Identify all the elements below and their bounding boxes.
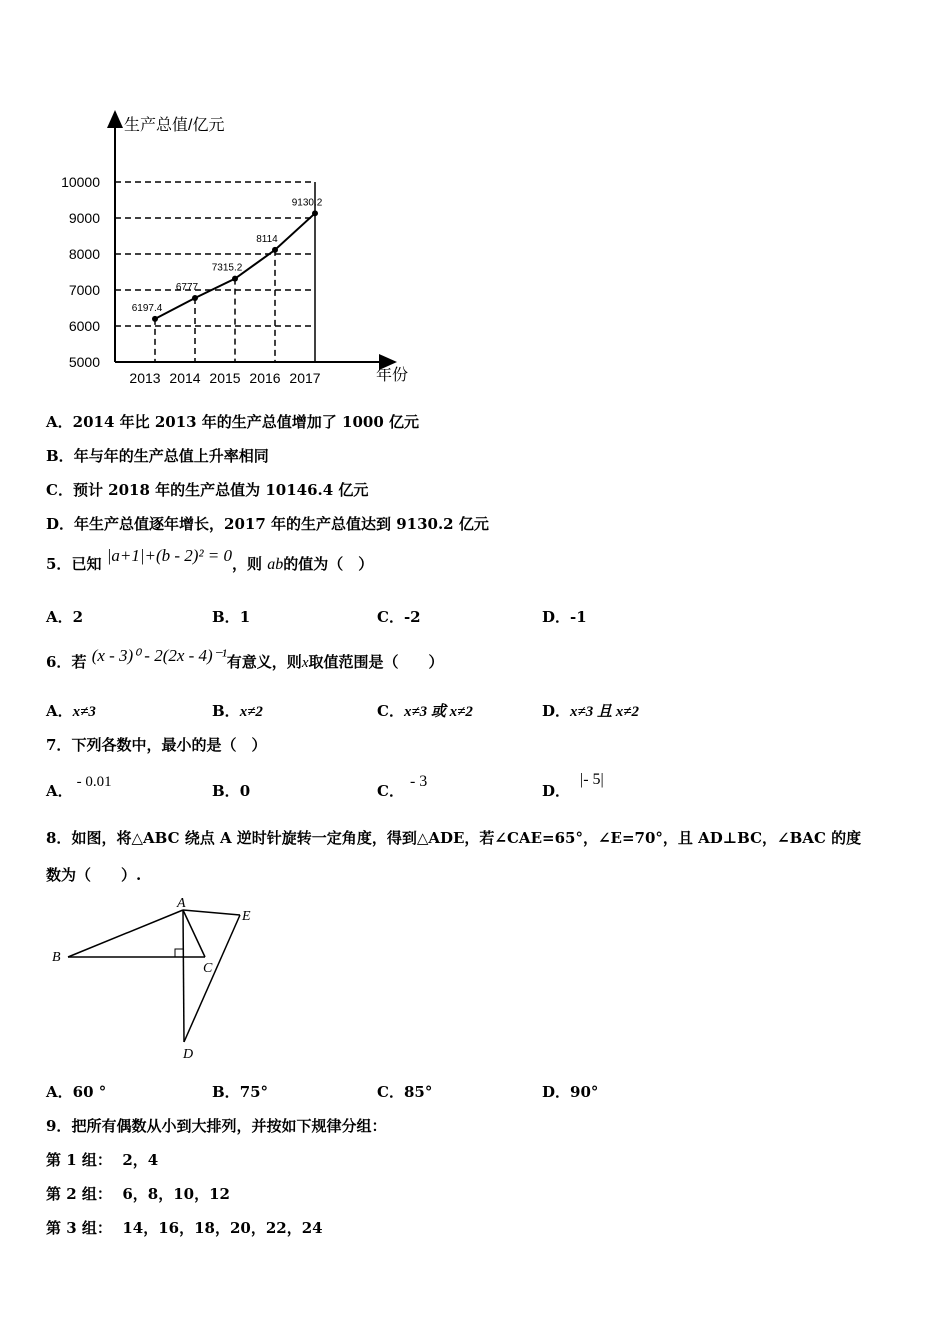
x-tick-2014: 2014 xyxy=(169,370,201,386)
q5-option-b: B．1 xyxy=(212,608,251,626)
data-point-2017 xyxy=(312,210,318,216)
q5-option-c: C．-2 xyxy=(377,608,421,626)
data-point-2016 xyxy=(272,247,278,253)
q6-formula: (x - 3)⁰ - 2(2x - 4)⁻¹ xyxy=(91,646,227,665)
segment-DE xyxy=(184,915,240,1042)
segment-AD xyxy=(183,910,184,1042)
q9-group-1: 第 1 组： 2，4 xyxy=(46,1151,159,1169)
label-B: B xyxy=(52,950,61,965)
segment-AB xyxy=(68,910,183,957)
q7-option-b: B．0 xyxy=(212,782,251,800)
segment-AE xyxy=(183,910,240,915)
x-tick-2017: 2017 xyxy=(289,370,321,386)
q7-stem: 7．下列各数中，最小的是（ ） xyxy=(46,736,267,754)
x-tick-2016: 2016 xyxy=(249,370,281,386)
right-angle-mark xyxy=(175,949,183,957)
q9-group-2: 第 2 组： 6，8，10，12 xyxy=(46,1185,230,1203)
data-point-2015 xyxy=(232,276,238,282)
label-E: E xyxy=(242,909,251,924)
label-A: A xyxy=(177,896,186,911)
x-tick-2015: 2015 xyxy=(209,370,241,386)
y-tick-10000: 10000 xyxy=(61,174,100,190)
data-point-2013 xyxy=(152,316,158,322)
q4-option-d: D．年生产总值逐年增长，2017 年的生产总值达到 9130.2 亿元 xyxy=(46,515,489,533)
y-tick-7000: 7000 xyxy=(68,282,100,298)
data-label-2013: 6197.4 xyxy=(131,302,163,314)
q8-option-d: D．90° xyxy=(542,1083,599,1101)
label-D: D xyxy=(183,1047,194,1062)
q8-option-b: B．75° xyxy=(212,1083,269,1101)
data-label-2017: 9130.2 xyxy=(291,197,323,209)
y-tick-5000: 5000 xyxy=(68,354,100,370)
segment-AC xyxy=(183,910,205,957)
q8-option-c: C．85° xyxy=(377,1083,433,1101)
q7-option-c: C．- 3 xyxy=(377,773,428,800)
x-tick-2013: 2013 xyxy=(129,370,161,386)
q6-option-a: A．x≠3 xyxy=(46,702,96,720)
q5-formula: |a+1|+(b - 2)² = 0 xyxy=(106,546,233,565)
q4-option-b: B．年与年的生产总值上升率相同 xyxy=(46,447,269,465)
q5-stem: 5．已知 |a+1|+(b - 2)² = 0，则 ab的值为（ ） xyxy=(46,546,374,573)
q4-option-c: C．预计 2018 年的生产总值为 10146.4 亿元 xyxy=(46,481,369,499)
data-label-2014: 6777 xyxy=(175,282,199,294)
q6-option-b: B．x≠2 xyxy=(212,702,263,720)
q8-stem-line1: 8．如图，将△ABC 绕点 A 逆时针旋转一定角度，得到△ADE，若∠CAE=65°，∠E=70°，且 AD⊥BC，∠BAC 的度 xyxy=(46,829,862,847)
q8-stem-line2: 数为（ ）. xyxy=(46,866,142,884)
y-tick-6000: 6000 xyxy=(68,318,100,334)
q4-option-a: A．2014 年比 2013 年的生产总值增加了 1000 亿元 xyxy=(46,413,419,431)
q5-option-d: D．-1 xyxy=(542,608,587,626)
q8-triangle-figure xyxy=(40,890,280,1065)
y-tick-9000: 9000 xyxy=(68,210,100,226)
q7-option-a: A． - 0.01 xyxy=(46,774,112,800)
q9-group-3: 第 3 组： 14，16，18，20，22，24 xyxy=(46,1219,323,1237)
y-tick-8000: 8000 xyxy=(68,246,100,262)
x-axis-label: 年份 xyxy=(376,367,409,384)
q7-option-d: D．|- 5| xyxy=(542,771,604,800)
q6-option-d: D．x≠3 且 x≠2 xyxy=(542,702,639,720)
q9-stem: 9．把所有偶数从小到大排列，并按如下规律分组： xyxy=(46,1117,387,1135)
q6-stem: 6．若 (x - 3)⁰ - 2(2x - 4)⁻¹有意义，则x取值范围是（ ） xyxy=(46,646,444,671)
data-label-2016: 8114 xyxy=(256,233,278,245)
label-C: C xyxy=(203,961,213,976)
q5-option-a: A．2 xyxy=(46,608,84,626)
data-label-2015: 7315.2 xyxy=(211,262,243,274)
y-axis-label: 生产总值/亿元 xyxy=(124,117,225,134)
q8-option-a: A．60 ° xyxy=(46,1083,107,1101)
gdp-line-chart xyxy=(40,100,430,400)
q6-option-c: C．x≠3 或 x≠2 xyxy=(377,702,473,720)
data-point-2014 xyxy=(192,295,198,301)
